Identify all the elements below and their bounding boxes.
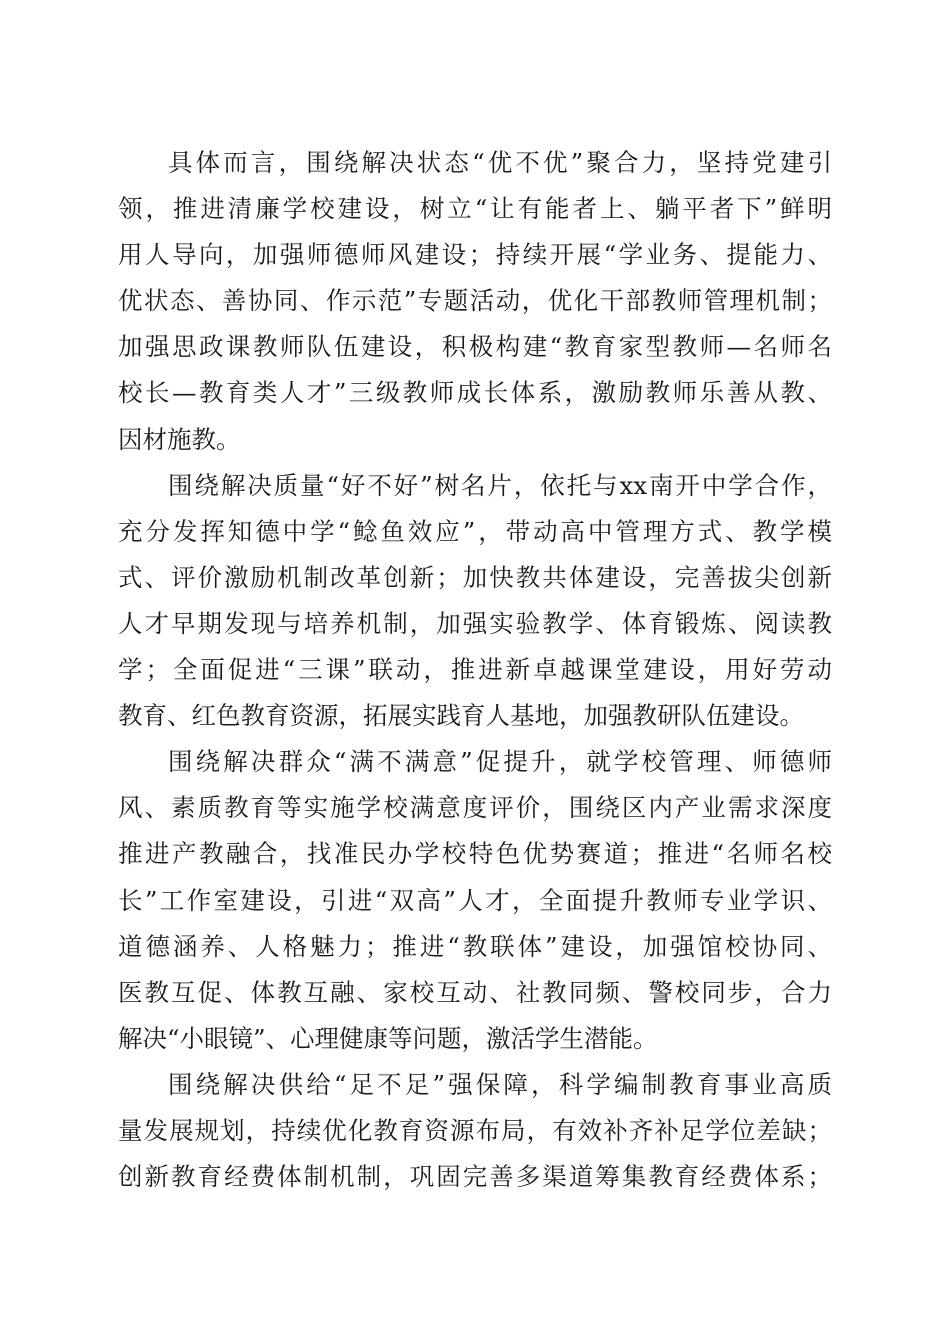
paragraph-line: 领，推进清廉学校建设，树立“让有能者上、躺平者下”鲜明 [118, 194, 832, 224]
paragraph-line: 围绕解决群众“满不满意”促提升，就学校管理、师德师 [168, 747, 832, 777]
paragraph-line: 用人导向，加强师德师风建设；持续开展“学业务、提能力、 [118, 240, 832, 270]
paragraph-line: 教育、红色教育资源，拓展实践育人基地，加强教研队伍建设。 [118, 701, 804, 731]
paragraph-line: 医教互促、体教互融、家校互动、社教同频、警校同步，合力 [118, 977, 832, 1007]
paragraph-quality [118, 463, 832, 740]
paragraph-line: 风、素质教育等实施学校满意度评价，围绕区内产业需求深度 [118, 793, 832, 823]
paragraph-line: 具体而言，围绕解决状态“优不优”聚合力，坚持党建引 [168, 148, 832, 177]
paragraph-line: 充分发挥知德中学“鲶鱼效应”，带动高中管理方式、教学模 [118, 516, 832, 546]
paragraph-satisfaction [118, 739, 832, 1062]
paragraph-line: 围绕解决供给“足不足”强保障，科学编制教育事业高质 [168, 1069, 832, 1099]
paragraph-line: 式、评价激励机制改革创新；加快教共体建设，完善拔尖创新 [118, 562, 832, 592]
paragraph-line: 长”工作室建设，引进“双高”人才，全面提升教师专业学识、 [118, 885, 832, 915]
paragraph-line: 解决“小眼镜”、心理健康等问题，激活学生潜能。 [118, 1023, 658, 1053]
paragraph-line: 道德涵养、人格魅力；推进“教联体”建设，加强馆校协同、 [118, 931, 832, 961]
paragraph-line: 学；全面促进“三课”联动，推进新卓越课堂建设，用好劳动 [118, 655, 832, 685]
paragraph-line: 创新教育经费体制机制，巩固完善多渠道筹集教育经费体系； [118, 1162, 832, 1192]
paragraph-line: 围绕解决质量“好不好”树名片，依托与xx南开中学合作， [168, 470, 832, 500]
paragraph-line: 优状态、善协同、作示范”专题活动，优化干部教师管理机制； [118, 286, 832, 316]
paragraph-line: 人才早期发现与培养机制，加强实验教学、体育锻炼、阅读教 [118, 608, 832, 638]
document-body [118, 140, 832, 1200]
paragraph-line: 推进产教融合，找准民办学校特色优势赛道；推进“名师名校 [118, 839, 832, 869]
paragraph-line: 校长—教育类人才”三级教师成长体系，激励教师乐善从教、 [118, 378, 832, 408]
paragraph-line: 加强思政课教师队伍建设，积极构建“教育家型教师—名师名 [118, 332, 832, 362]
paragraph-school-status [118, 140, 832, 463]
paragraph-line: 量发展规划，持续优化教育资源布局，有效补齐补足学位差缺； [118, 1115, 832, 1145]
paragraph-line: 因材施教。 [118, 424, 241, 454]
paragraph-supply [118, 1062, 832, 1200]
